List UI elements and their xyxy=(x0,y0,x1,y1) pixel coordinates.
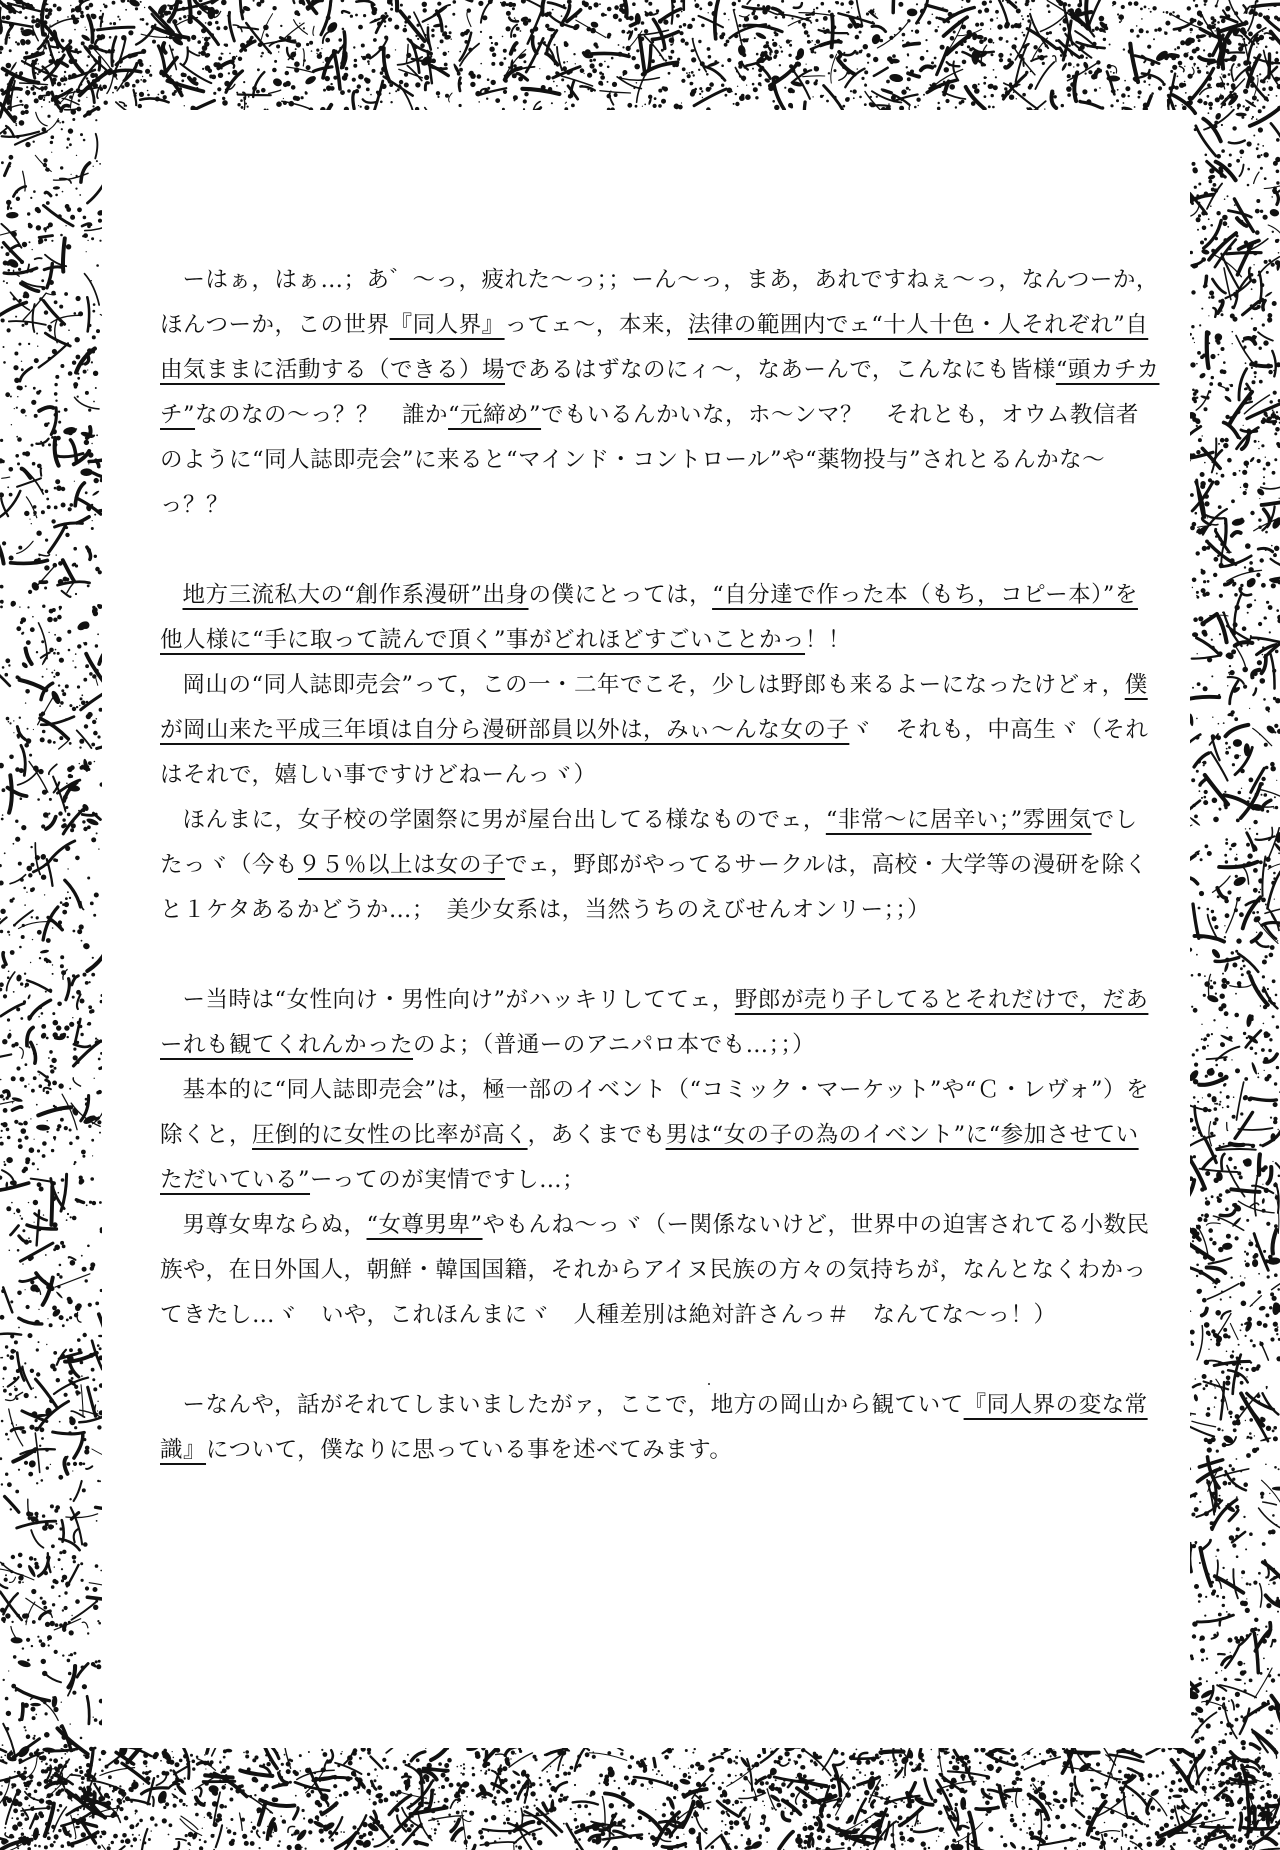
text-run: ー当時は“女性向け・男性向け”がハッキリしててェ， xyxy=(182,987,735,1013)
text-run: であるはずなのにィ〜，なあーんで，こんなにも皆様 xyxy=(505,357,1056,383)
underlined-phrase: 自分ら漫研部員以外は，みぃ〜んな女の子 xyxy=(413,717,850,743)
underlined-phrase: “自分達で作った本（もち，コピー本）”を他人様に“手に取って読んで頂く”事がどれほどすごいことかっ xyxy=(160,582,1138,653)
underlined-phrase: “元締め” xyxy=(448,402,542,428)
paragraph xyxy=(160,798,1160,933)
paragraph xyxy=(160,978,1160,1068)
text-run: について，僕なりに思っている事を述べてみます。 xyxy=(206,1437,733,1463)
underlined-phrase: “非常〜に居辛い；”雰囲気 xyxy=(825,807,1092,833)
text-run: でもいるんかいな，ホ〜ンマ？ それとも，オウム教信者のように“同人誌即売会”に来ると“マインド・コントロール”や“薬物投与”されとるんかな〜っ？？ xyxy=(160,402,1139,518)
stray-mark xyxy=(708,1383,710,1385)
paragraph-gap xyxy=(160,1338,1160,1383)
paragraph xyxy=(160,663,1160,798)
paragraph xyxy=(160,1203,1160,1338)
text-run: 基本的に“同人誌即売会”は，極一部のイベント（“コミック・マーケット”や“Ｃ・レヴォ”）を除くと， xyxy=(160,1077,1150,1148)
body-text xyxy=(160,258,1160,1473)
text-run: ほんまに，女子校の学園祭に男が屋台出してる様なものでェ， xyxy=(182,807,826,833)
text-run: ーはぁ，はぁ…；あ゛〜っ，疲れた〜っ；；ーん〜っ，まあ，あれですねぇ〜っ，なんつーか，ほんつーか，この世界 xyxy=(160,267,1159,338)
text-area xyxy=(102,110,1190,1748)
paragraph xyxy=(160,1068,1160,1203)
underlined-phrase: 僕が岡山来た平成三年頃は xyxy=(160,672,1148,743)
paragraph xyxy=(160,1383,1160,1473)
text-run: ーなんや，話がそれてしまいましたがァ，ここで，地方の岡山から観ていて xyxy=(182,1392,964,1418)
text-run: ！！ xyxy=(805,627,852,653)
text-run: のよ；（普通ーのアニパロ本でも…；；） xyxy=(413,1032,816,1058)
underlined-phrase: 地方三流私大の“創作系漫研”出身 xyxy=(182,582,529,608)
underlined-phrase: 『同人界の変な常識』 xyxy=(160,1392,1148,1463)
text-run: 男尊女卑ならぬ， xyxy=(182,1212,367,1238)
paragraph-gap xyxy=(160,528,1160,573)
underlined-phrase: “女尊男卑” xyxy=(366,1212,483,1238)
paragraph xyxy=(160,573,1160,663)
underlined-phrase: 法律の範囲内でェ“十人十色・人それぞれ”自由気ままに活動する（できる）場 xyxy=(160,312,1149,383)
text-run: ，あくまでも xyxy=(527,1122,666,1148)
underlined-phrase: 『同人界』 xyxy=(389,312,505,338)
paragraph xyxy=(160,258,1160,528)
text-run: ーってのが実情ですし…； xyxy=(310,1167,586,1193)
text-run: でェ，野郎がやってるサークルは，高校・大学等の漫研を除くと１ケタあるかどうか…； 美少女系は，当然うちのえびせんオンリー；；） xyxy=(160,852,1148,923)
underlined-phrase: 野郎が売り子してるとそれだけで，だあーれも観てくれんかった xyxy=(160,987,1149,1058)
text-run: ってェ〜，本来， xyxy=(504,312,688,338)
text-run: 岡山の“同人誌即売会”って，この一・二年でこそ，少しは野郎も来るよーになったけどォ， xyxy=(182,672,1125,698)
text-run: の僕にとっては， xyxy=(528,582,713,608)
underlined-phrase: ９５％以上は女の子 xyxy=(298,852,506,878)
text-run: なのなの〜っ？？ 誰か xyxy=(195,402,449,428)
text-run: やもんね〜っヾ（ー関係ないけど，世界中の迫害されてる小数民族や，在日外国人，朝鮮・韓国国籍，それからアイヌ民族の方々の気持ちが，なんとなくわかってきたし…ヾ いや，これほんまにヾ 人種差別は絶対許さんっ＃ なんてな〜っ！） xyxy=(160,1212,1150,1328)
underlined-phrase: 男は“女の子の為のイベント”に“参加させていただいている” xyxy=(160,1122,1139,1193)
underlined-phrase: “頭カチカチ” xyxy=(160,357,1160,428)
text-run: でしたっヾ（今も xyxy=(160,807,1138,878)
paragraph-gap xyxy=(160,933,1160,978)
underlined-phrase: 圧倒的に女性の比率が高く xyxy=(252,1122,528,1148)
text-run: ヾ それも，中高生ヾ（それはそれで，嬉しい事ですけどねーんっヾ） xyxy=(160,717,1149,788)
